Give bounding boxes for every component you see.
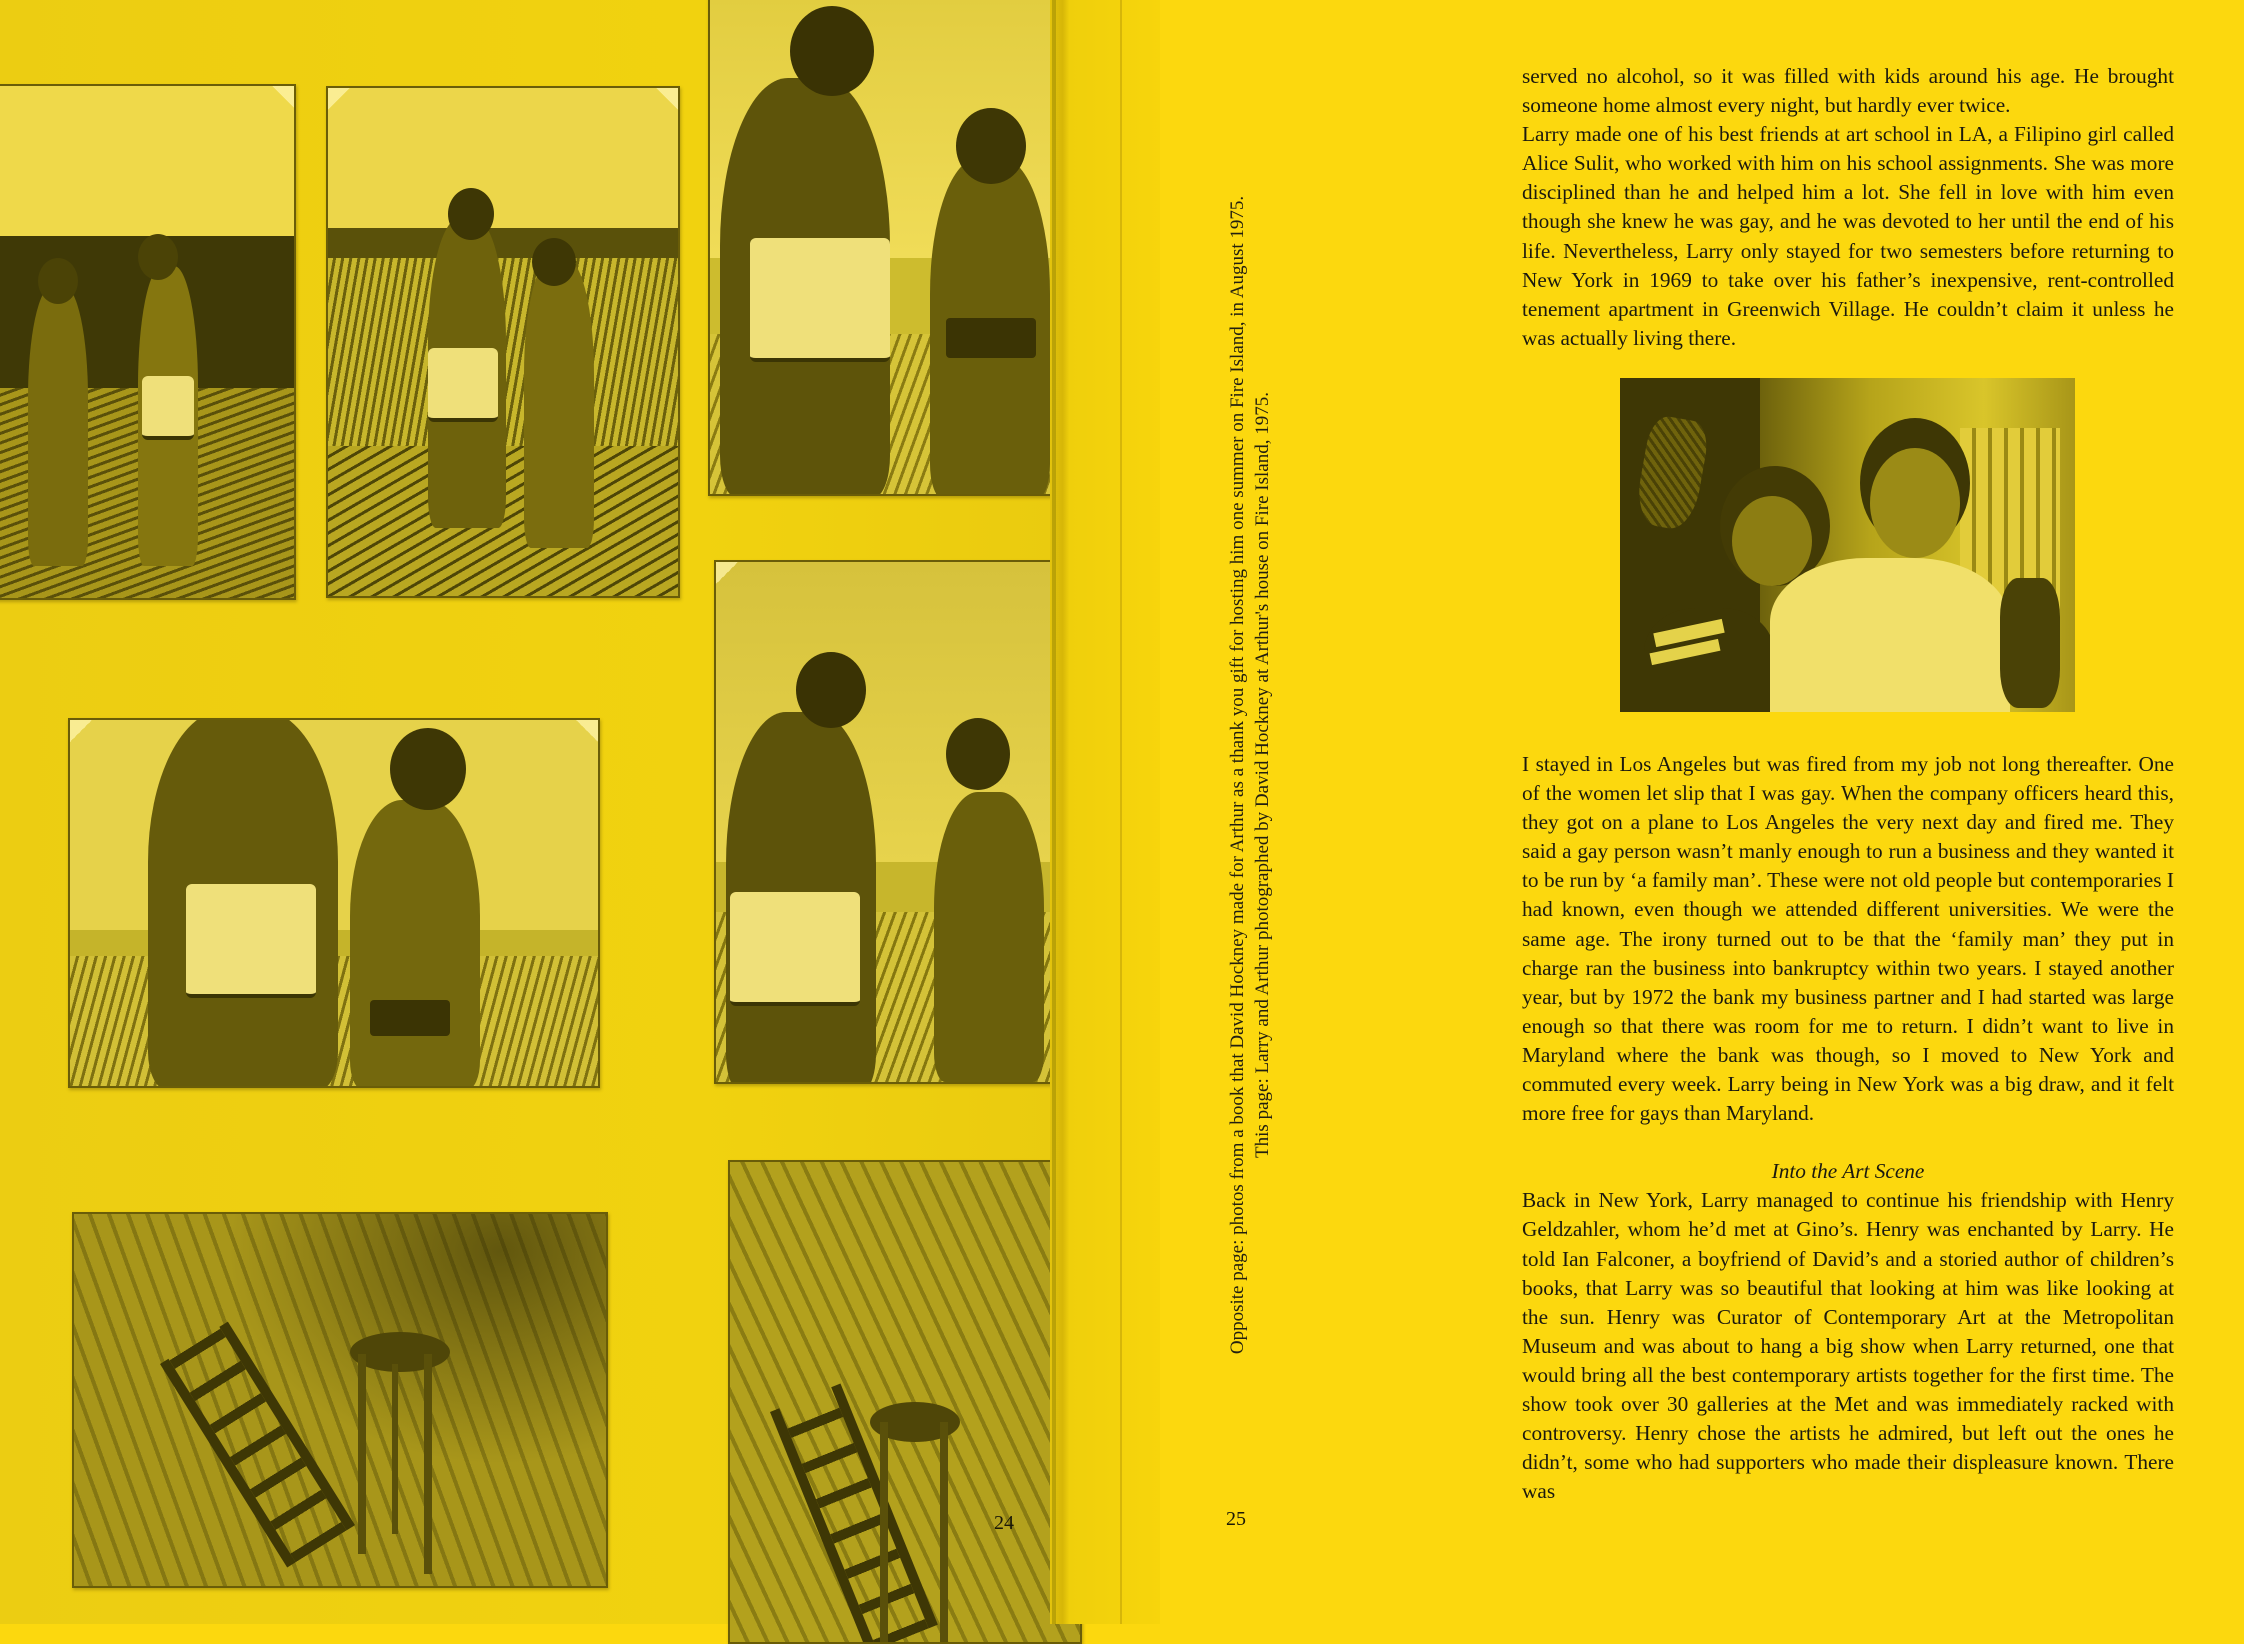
photo-corner-icon [576, 720, 598, 742]
photo-corner-icon [272, 86, 294, 108]
beach-photo-3 [708, 0, 1068, 496]
page-edge [1052, 0, 1056, 1624]
caption-line-1: Opposite page: photos from a book that David Hockney made for Arthur as a thank you gift for hosting him one summer on Fire Island, in August 1975. [1227, 195, 1248, 1355]
portrait-photo [1620, 378, 2075, 712]
page-edge [1120, 0, 1122, 1624]
stool-photo-2 [728, 1160, 1082, 1644]
stool-photo-1 [72, 1212, 608, 1588]
page-number-right: 25 [1226, 1508, 1246, 1530]
paragraph: Back in New York, Larry managed to continue his friendship with Henry Geldzahler, whom he’d met at Gino’s. Henry was enchanted by Larry. He told Ian Falconer, a boyfriend of David’s and a storied author of children’s books, that Larry was so beautiful that looking at him was like looking at the sun. Henry was Curator of Contemporary Art at the Metropolitan Museum and was about to hang a big show when Larry returned, one that would bring all the best contemporary artists together for the first time. The show took over 30 galleries at the Met and was immediately racked with controversy. Henry chose the artists he admired, but left out the ones he didn’t, some who had supporters who made their displeasure known. There was [1522, 1188, 2174, 1504]
spacer [1522, 1128, 2174, 1157]
beach-photo-4 [68, 718, 600, 1088]
body-text-bottom [1522, 750, 2174, 1506]
photo-caption [1225, 160, 1275, 1390]
page-number-left: 24 [994, 1512, 1014, 1534]
paragraph: Larry made one of his best friends at art school in LA, a Filipino girl called Alice Sulit, who worked with him on his school assignments. She was more disciplined than he and helped him a lot. She fell in love with him even though she knew he was gay, and he was devoted to her until the end of his life. Nevertheless, Larry only stayed for two semesters before returning to New York in 1969 to take over his father’s inexpensive, rent-controlled tenement apartment in Greenwich Village. He couldn’t claim it unless he was actually living there. [1522, 122, 2174, 350]
paragraph: I stayed in Los Angeles but was fired from my job not long thereafter. One of the women let slip that I was gay. When the company officers heard this, they got on a plane to Los Angeles the very next day and fired me. They said a gay person wasn’t manly enough to run a business and they wanted it to be run by ‘a family man’. These were not old people but contemporaries I had known, even though we attended different universities. We were the same age. The irony turned out to be that the ‘family man’ they put in charge ran the business into bankruptcy within two years. I stayed another year, but by 1972 the bank my business partner and I had started was large enough so that there was room for me to return. I didn’t want to live in Maryland where the bank was though, so I moved to New York and commuted every week. Larry being in New York was a big draw, and it felt more free for gays than Maryland. [1522, 752, 2174, 1126]
beach-photo-5 [714, 560, 1074, 1084]
photo-corner-icon [656, 88, 678, 110]
body-text-top [1522, 62, 2174, 353]
caption-line-2: This page: Larry and Arthur photographed by David Hockney at Arthur's house on Fire Island, 1975. [1252, 392, 1273, 1158]
paragraph: served no alcohol, so it was filled with kids around his age. He brought someone home almost every night, but hardly ever twice. [1522, 64, 2174, 118]
photo-corner-icon [716, 562, 738, 584]
photo-corner-icon [328, 88, 350, 110]
beach-photo-2 [326, 86, 680, 598]
section-subheading: Into the Art Scene [1771, 1159, 1925, 1184]
photo-corner-icon [70, 720, 92, 742]
beach-photo-1 [0, 84, 296, 600]
